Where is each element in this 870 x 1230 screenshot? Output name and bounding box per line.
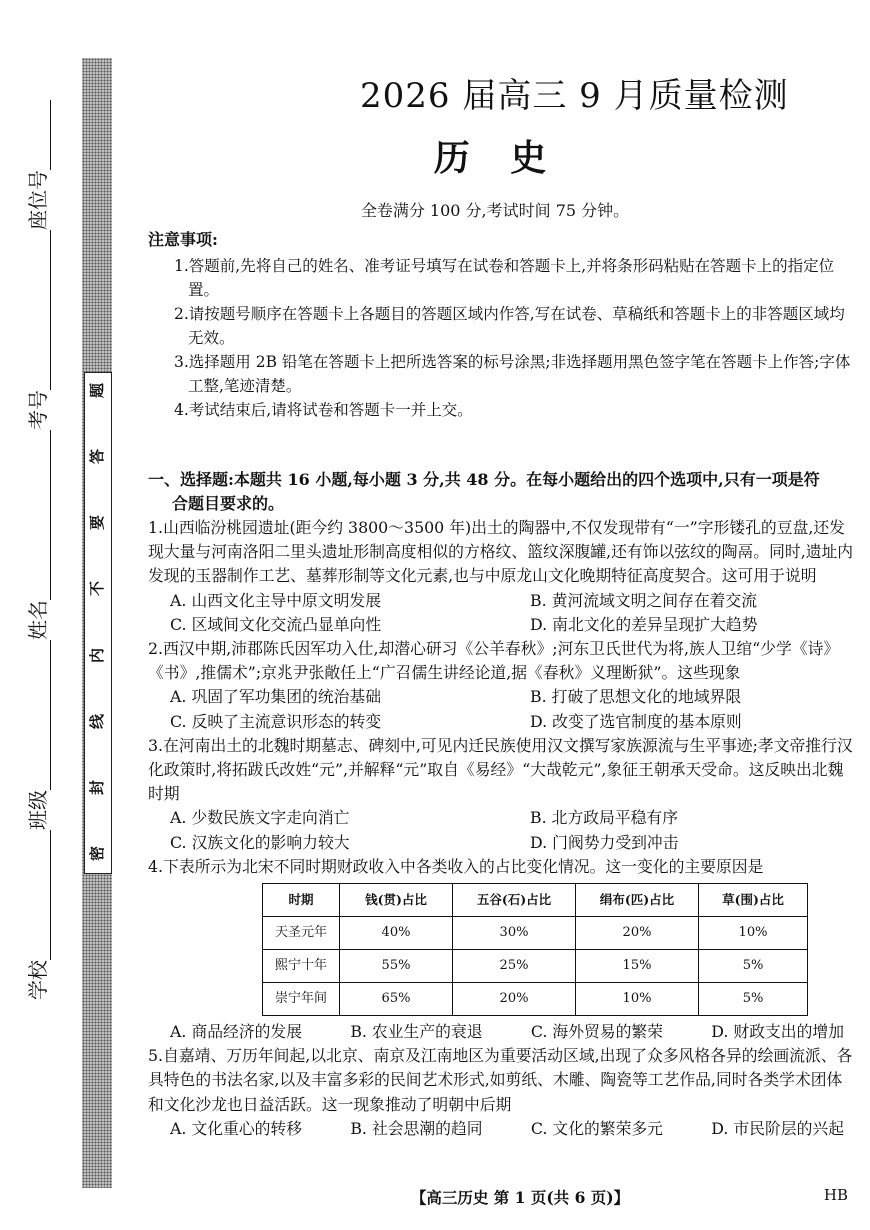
option-b: B. 北方政局平稳有序	[530, 808, 679, 828]
question-5	[148, 1044, 856, 1141]
seal-char: 不	[88, 581, 107, 597]
option-d: D. 南北文化的差异呈现扩大趋势	[530, 614, 758, 634]
score-line: 全卷满分 100 分,考试时间 75 分钟。	[360, 201, 630, 220]
notice-item: 2.请按题号顺序在答题卡上各题目的答题区域内作答,写在试卷、草稿纸和答题卡上的非答题区域均无效。	[174, 305, 845, 347]
question-stem: 1.山西临汾桃园遗址(距今约 3800～3500 年)出土的陶器中,不仅发现带有“一”字形镂孔的豆盘,还发现大量与河南洛阳二里头遗址形制高度相似的方格纹、篮纹深腹罐,还有饰以弦纹的陶鬲。同时,遗址内发现的玉器制作工艺、墓葬形制等文化元素,也与中原龙山文化晚期特征高度契合。这可用于说明	[148, 518, 854, 586]
seal-char: 要	[88, 515, 107, 531]
option-b: B. 农业生产的衰退	[350, 1022, 483, 1042]
notice-block	[148, 228, 856, 422]
table-header: 绢布(匹)占比	[576, 884, 699, 917]
exam-number-label: 考号	[25, 390, 50, 430]
name-field[interactable]	[22, 430, 51, 640]
option-d: D. 市民阶层的兴起	[711, 1118, 844, 1138]
option-a: A. 山西文化主导中原文明发展	[170, 590, 382, 610]
table-cell: 10%	[576, 983, 699, 1016]
table-row	[263, 950, 808, 983]
option-b: B. 黄河流域文明之间存在着交流	[530, 590, 758, 610]
table-header: 时期	[263, 884, 340, 917]
table-cell: 30%	[453, 917, 576, 950]
class-label: 班级	[25, 790, 50, 830]
notice-heading: 注意事项:	[148, 230, 218, 249]
table-cell: 55%	[340, 950, 453, 983]
notice-item: 3.选择题用 2B 铅笔在答题卡上把所选答案的标号涂黑;非选择题用黑色签字笔在答题卡上作答;字体工整,笔迹清楚。	[174, 353, 851, 395]
exam-number-field[interactable]	[22, 230, 51, 430]
table-row	[263, 983, 808, 1016]
option-c: C. 区域间文化交流凸显单向性	[170, 614, 382, 634]
question-stem: 4.下表所示为北宋不同时期财政收入中各类收入的占比变化情况。这一变化的主要原因是	[148, 856, 764, 876]
option-d: D. 改变了选官制度的基本原则	[530, 711, 742, 731]
question-1	[148, 516, 856, 637]
name-label: 姓名	[25, 600, 50, 640]
notice-item: 1.答题前,先将自己的姓名、准考证号填写在试卷和答题卡上,并将条形码粘贴在答题卡上的指定位置。	[174, 257, 835, 299]
exam-title: 2026 届高三 9 月质量检测	[360, 76, 789, 116]
table-cell: 5%	[699, 983, 808, 1016]
section-heading	[148, 468, 856, 516]
school-field[interactable]	[22, 830, 51, 1000]
seal-char: 内	[88, 647, 107, 663]
table-cell: 崇宁年间	[263, 983, 340, 1016]
option-c: C. 海外贸易的繁荣	[530, 1022, 663, 1042]
question-stem: 3.在河南出土的北魏时期墓志、碑刻中,可见内迁民族使用汉文撰写家族源流与生平事迹;孝文帝推行汉化政策时,将拓跋氏改姓“元”,并解释“元”取自《易经》“大哉乾元”,象征王朝承天受命。这反映出北魏时期	[148, 735, 853, 804]
option-a: A. 巩固了军功集团的统治基础	[170, 687, 382, 707]
option-c: C. 反映了主流意识形态的转变	[170, 711, 382, 731]
question-2	[148, 637, 856, 734]
seal-char: 答	[88, 449, 107, 465]
option-a: A. 文化重心的转移	[170, 1118, 303, 1138]
notice-item: 4.考试结束后,请将试卷和答题卡一并上交。	[174, 401, 473, 419]
table-row	[263, 917, 808, 950]
option-b: B. 打破了思想文化的地域界限	[530, 687, 742, 707]
class-field[interactable]	[22, 640, 51, 830]
option-d: D. 门阀势力受到冲击	[530, 832, 679, 852]
table-cell: 天圣元年	[263, 917, 340, 950]
footer-code: HB	[823, 1186, 848, 1204]
option-c: C. 文化的繁荣多元	[530, 1118, 663, 1138]
question-stem: 5.自嘉靖、万历年间起,以北京、南京及江南地区为重要活动区域,出现了众多风格各异的绘画流派、各具特色的书法名家,以及丰富多彩的民间艺术形式,如剪纸、木雕、陶瓷等工艺作品,同时各类学术团体和文化沙龙也日益活跃。这一现象推动了明朝中后期	[148, 1046, 853, 1114]
seal-char: 题	[88, 382, 107, 399]
section-line-1: 一、选择题:本题共 16 小题,每小题 3 分,共 48 分。在每小题给出的四个选项中,只有一项是符	[148, 470, 820, 489]
table-header-row	[263, 884, 808, 917]
table-header: 五谷(石)占比	[453, 884, 576, 917]
school-label: 学校	[25, 960, 50, 1000]
table-cell: 熙宁十年	[263, 950, 340, 983]
seat-number-label: 座位号	[25, 170, 50, 230]
option-c: C. 汉族文化的影响力较大	[170, 832, 350, 852]
question-3	[148, 734, 856, 855]
table-cell: 20%	[453, 983, 576, 1016]
seal-char: 封	[88, 779, 107, 795]
option-b: B. 社会思潮的趋同	[350, 1118, 483, 1138]
table-cell: 25%	[453, 950, 576, 983]
question-list	[148, 516, 856, 1141]
section-line-2: 合题目要求的。	[172, 494, 285, 513]
question-stem: 2.西汉中期,沛郡陈氏因军功入仕,却潜心研习《公羊春秋》;河东卫氏世代为将,族人卫绾“少学《诗》《书》,推儒术”;京兆尹张敞任上“广召儒生讲经论道,据《春秋》义理断狱”。这些现象	[148, 639, 840, 683]
option-d: D. 财政支出的增加	[711, 1022, 844, 1042]
option-a: A. 少数民族文字走向消亡	[170, 808, 350, 828]
table-cell: 15%	[576, 950, 699, 983]
seal-char: 密	[88, 845, 107, 861]
table-cell: 10%	[699, 917, 808, 950]
question-4	[148, 855, 856, 1044]
seal-line-text	[85, 380, 109, 864]
page-footer: 【高三历史 第 1 页(共 6 页)】	[410, 1188, 630, 1207]
table-header: 草(围)占比	[699, 884, 808, 917]
subject-title: 历 史	[433, 137, 561, 179]
revenue-table	[262, 883, 808, 1016]
table-header: 钱(贯)占比	[340, 884, 453, 917]
table-cell: 20%	[576, 917, 699, 950]
table-cell: 40%	[340, 917, 453, 950]
table-cell: 5%	[699, 950, 808, 983]
seal-char: 线	[88, 713, 107, 729]
option-a: A. 商品经济的发展	[170, 1022, 303, 1042]
table-cell: 65%	[340, 983, 453, 1016]
